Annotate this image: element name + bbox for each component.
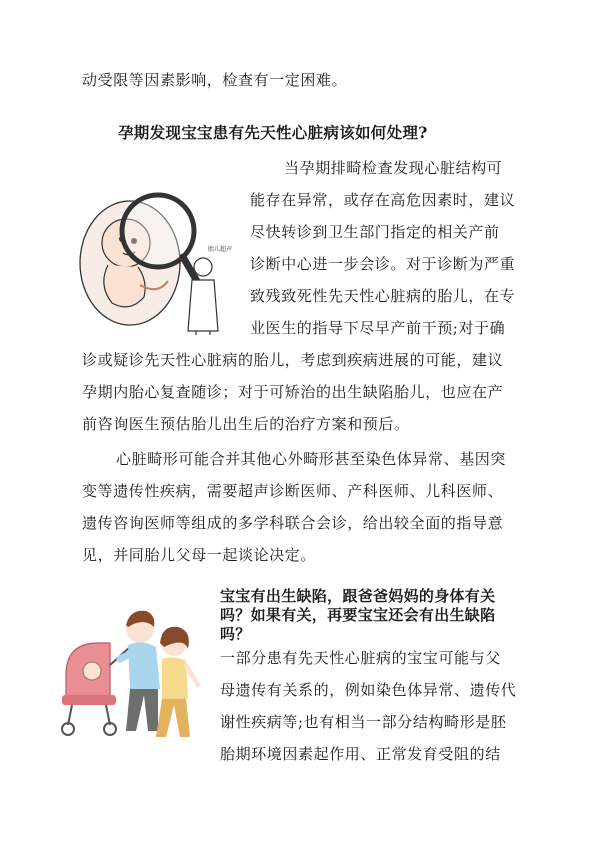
para1-line-4: 诊断中心进一步会诊。对于诊断为严重 xyxy=(250,255,516,273)
para2-line-3: 遗传咨询医师等组成的多学科联合会诊，给出较全面的指导意 xyxy=(82,514,504,532)
para2-line-2: 变等遗传性疾病，需要超声诊断医师、产科医师、儿科医师、 xyxy=(82,482,504,500)
family-stroller-illustration xyxy=(58,603,218,748)
para2-line-4: 见，并同胎儿父母一起谈论决定。 xyxy=(82,546,317,564)
para1-line-5: 致残致死性先天性心脏病的胎儿，在专 xyxy=(250,287,516,305)
para3-line-3: 谢性疾病等;也有相当一部分结构畸形是胚 xyxy=(220,713,507,731)
figure-label: 胎儿超声 xyxy=(208,246,233,253)
section-heading-heredity-3: 吗？ xyxy=(220,625,251,643)
para1-line-1: 当孕期排畸检查发现心脏结构可 xyxy=(284,159,503,177)
para1-line-8: 孕期内胎心复查随诊；对于可矫治的出生缺陷胎儿，也应在产 xyxy=(82,383,504,401)
section-heading-prenatal: 孕期发现宝宝患有先天性心脏病该如何处理? xyxy=(118,123,428,142)
section-heading-heredity-2: 吗？如果有关，再要宝宝还会有出生缺陷 xyxy=(220,606,496,624)
section-heading-heredity-1: 宝宝有出生缺陷，跟爸爸妈妈的身体有关 xyxy=(220,587,496,605)
para1-line-3: 尽快转诊到卫生部门指定的相关产前 xyxy=(250,223,500,241)
para1-line-9: 前咨询医生预估胎儿出生后的治疗方案和预后。 xyxy=(82,415,410,433)
para2-line-1: 心脏畸形可能合并其他心外畸形甚至染色体异常、基因突 xyxy=(116,450,507,468)
para3-line-2: 母遗传有关系的，例如染色体异常、遗传代 xyxy=(220,681,517,699)
fetus-magnifier-illustration xyxy=(78,185,238,335)
continuation-line: 动受限等因素影响，检查有一定困难。 xyxy=(82,71,348,89)
para1-line-2: 能存在异常，或存在高危因素时，建议 xyxy=(250,191,516,209)
para1-line-6: 业医生的指导下尽早产前干预;对于确 xyxy=(250,319,506,337)
para1-line-7: 诊或疑诊先天性心脏病的胎儿，考虑到疾病进展的可能，建议 xyxy=(82,351,504,369)
para3-line-4: 胎期环境因素起作用、正常发育受阻的结 xyxy=(220,745,501,763)
para3-line-1: 一部分患有先天性心脏病的宝宝可能与父 xyxy=(220,649,501,667)
